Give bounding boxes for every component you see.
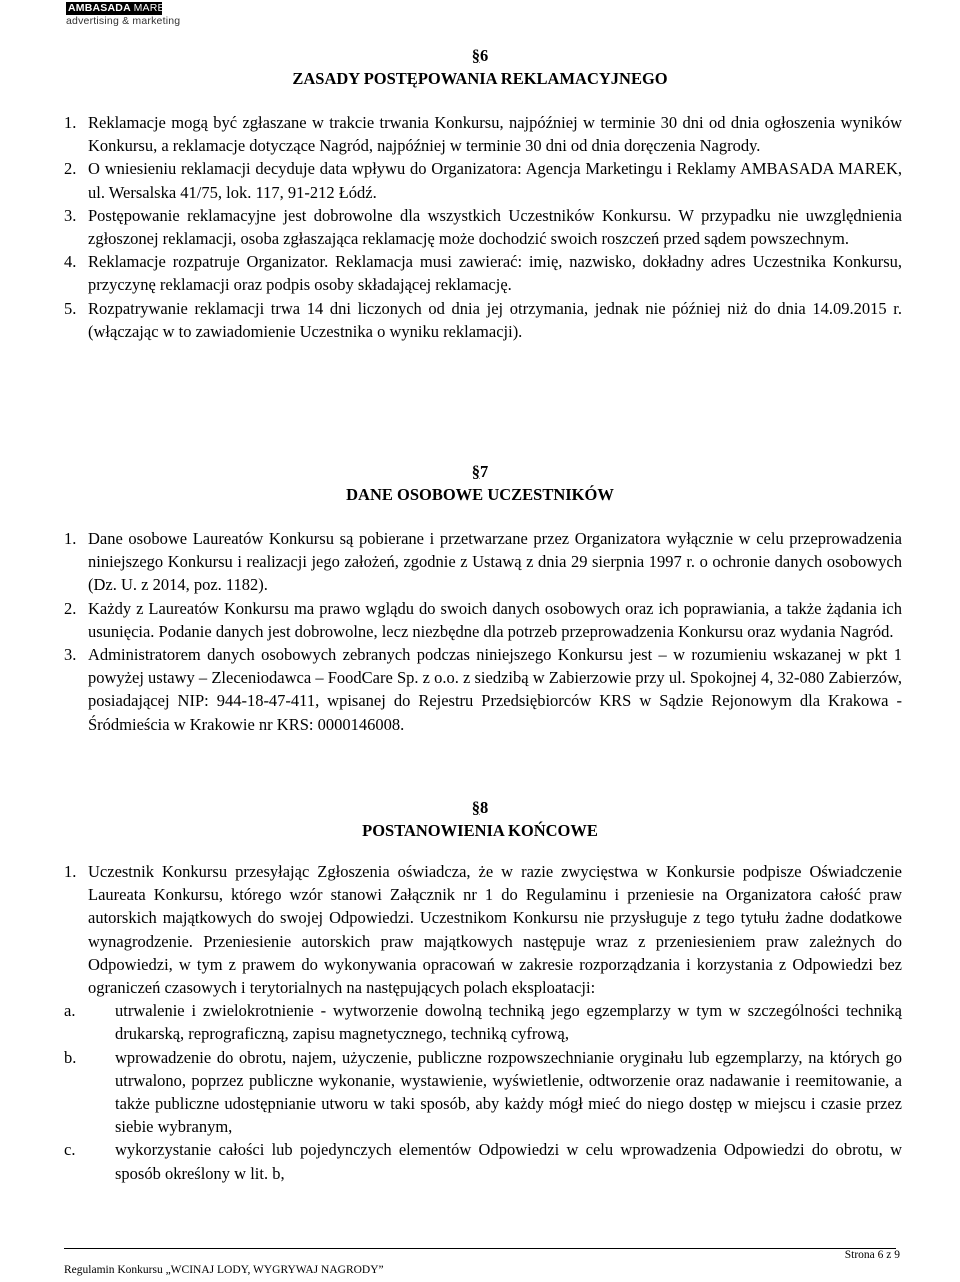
- item-text: Uczestnik Konkursu przesyłając Zgłoszenia oświadcza, że w razie zwycięstwa w Konkursie podpisze Oświadczenie Laureata Konkursu, którego wzór stanowi Załącznik nr 1 do Regulaminu i przeniesie na Organizatora całość praw autorskich majątkowych do swojej Odpowiedzi. Uczestnikom Konkursu nie przysługuje z tego tytułu żadne dodatkowe wynagrodzenie. Przeniesienie autorskich praw majątkowych następuje wraz z przeniesieniem praw zależnych do Odpowiedzi, w tym z prawem do wykonywania opracowań w zakresie rozporządzania i korzystania z Odpowiedzi bez ograniczeń czasowych i terytorialnych na następujących polach eksploatacji:: [88, 862, 902, 998]
- section-7-item-3: [64, 643, 902, 736]
- section-8-number: [0, 796, 960, 819]
- section-6-number-text: 6: [480, 46, 489, 65]
- section-6-item-1: [64, 111, 902, 157]
- section-7-item-2: [64, 597, 902, 643]
- subitem-letter: a.: [64, 1001, 76, 1021]
- section-8-subitem-b: [64, 1046, 902, 1139]
- section-8-item-1: [64, 860, 902, 1185]
- section-8-number-text: 8: [480, 798, 489, 817]
- section-6-title: ZASADY POSTĘPOWANIA REKLAMACYJNEGO: [292, 69, 668, 88]
- subitem-text: utrwalenie i zwielokrotnienie - wytworzenie dowolną techniką jego egzemplarzy w tym w szczególności techniką drukarską, reprograficzną, zapisu magnetycznego, techniką cyfrową,: [115, 1001, 902, 1044]
- section-6-item-5: [64, 297, 902, 343]
- section-8-list: [64, 860, 902, 1185]
- item-number: 2.: [64, 159, 77, 179]
- item-number: 1.: [64, 113, 77, 132]
- item-text: Każdy z Laureatów Konkursu ma prawo wglądu do swoich danych osobowych oraz ich poprawiania, a także żądania ich usunięcia. Podanie danych jest dobrowolne, lecz niezbędne dla potrzeb przeprowadzenia Konkursu oraz wydania Nagród.: [88, 598, 902, 641]
- subitem-letter: c.: [64, 1140, 76, 1160]
- item-text: O wniesieniu reklamacji decyduje data wpływu do Organizatora: Agencja Marketingu i Reklamy AMBASADA MAREK, ul. Wersalska 41/75, lok. 117, 91-212 Łódź.: [88, 159, 902, 202]
- section-7-header: [0, 460, 960, 506]
- section-7-title: DANE OSOBOWE UCZESTNIKÓW: [346, 485, 614, 504]
- item-text: Postępowanie reklamacyjne jest dobrowolne dla wszystkich Uczestników Konkursu. W przypadku nie uwzględnienia zgłoszonej reklamacji, osoba zgłaszająca reklamację może dochodzić swoich roszczeń przed sądem powszechnym.: [88, 205, 902, 249]
- section-8-header: [0, 796, 960, 842]
- logo-brand: [66, 2, 172, 15]
- section-7-list: [64, 527, 902, 736]
- subitem-text: wprowadzenie do obrotu, najem, użyczenie, publiczne rozpowszechnianie oryginału lub egzemplarzy, na których go utrwalono, poprzez publiczne wykonanie, wystawienie, wyświetlenie, odtworzenie oraz nadawanie i reemitowanie, a także publiczne udostępnianie utworu w taki sposób, aby każdy mógł mieć do niego dostęp w miejscu i czasie przez siebie wybranym,: [115, 1047, 902, 1137]
- item-number: 2.: [64, 598, 77, 618]
- item-number: 1.: [64, 529, 77, 548]
- company-logo: [66, 2, 181, 40]
- section-7-number: [0, 460, 960, 483]
- item-text: Administratorem danych osobowych zebranych podczas niniejszego Konkursu jest – w rozumieniu wskazanej w pkt 1 powyżej ustawy – Zleceniodawca – FoodCare Sp. z o.o. z siedzibą w Zabierzowie przy ul. Spokojnej 4, 32-080 Zabierzów, posiadającej NIP: 944-18-47-411, wpisanej do Rejestru Przedsiębiorców KRS w Sądzie Rejonowym dla Krakowa - Śródmieścia w Krakowie nr KRS: 0000146008.: [88, 645, 902, 734]
- subitem-letter: b.: [64, 1047, 77, 1067]
- item-text: Dane osobowe Laureatów Konkursu są pobierane i przetwarzane przez Organizatora wyłącznie w celu przeprowadzenia niniejszego Konkursu i realizacji jego założeń, zgodnie z Ustawą z dnia 29 sierpnia 1997 r. o ochronie danych osobowych (Dz. U. z 2014, poz. 1182).: [88, 529, 902, 595]
- item-number: 3.: [64, 645, 77, 665]
- section-7-item-1: [64, 527, 902, 597]
- item-number: 1.: [64, 862, 77, 881]
- item-number: 4.: [64, 252, 77, 272]
- section-6-item-4: [64, 250, 902, 296]
- section-6-item-3: [64, 204, 902, 250]
- footer-divider: [64, 1248, 896, 1249]
- item-text: Reklamacje mogą być zgłaszane w trakcie trwania Konkursu, najpóźniej w terminie 30 dni od dnia ogłoszenia wyników Konkursu, a reklamacje dotyczące Nagród, najpóźniej w terminie 30 dni od dnia doręczenia Nagrody.: [88, 113, 902, 156]
- section-8-subitem-c: [64, 1138, 902, 1184]
- section-6-number: [0, 44, 960, 67]
- footer-title: Regulamin Konkursu „WCINAJ LODY, WYGRYWAJ NAGRODY”: [64, 1264, 384, 1276]
- section-7-symbol: §: [471, 462, 480, 481]
- section-6-header: [0, 44, 960, 90]
- logo-tagline: advertising & marketing: [66, 15, 181, 27]
- section-6-list: [64, 111, 902, 343]
- item-number: 5.: [64, 298, 77, 318]
- item-number: 3.: [64, 205, 77, 225]
- section-8-subitem-a: [64, 999, 902, 1045]
- item-text: Rozpatrywanie reklamacji trwa 14 dni liczonych od dnia jej otrzymania, jednak nie później niż do dnia 14.09.2015 r. (włączając w to zawiadomienie Uczestnika o wyniku reklamacji).: [88, 298, 902, 341]
- section-8-symbol: §: [471, 798, 480, 817]
- section-6-item-2: [64, 157, 902, 203]
- section-8-title: POSTANOWIENIA KOŃCOWE: [362, 821, 598, 840]
- section-7-number-text: 7: [480, 462, 489, 481]
- subitem-text: wykorzystanie całości lub pojedynczych elementów Odpowiedzi w celu wprowadzenia Odpowiedzi do obrotu, w sposób określony w lit. b,: [115, 1140, 902, 1183]
- logo-brand-thin: MAREK: [133, 2, 172, 14]
- section-6-symbol: §: [471, 46, 480, 65]
- logo-brand-bold: AMBASADA: [68, 2, 131, 14]
- page-number: Strona 6 z 9: [844, 1249, 900, 1261]
- section-8-sublist: [64, 999, 902, 1185]
- item-text: Reklamacje rozpatruje Organizator. Reklamacja musi zawierać: imię, nazwisko, dokładny adres Uczestnika Konkursu, przyczynę reklamacji oraz podpis osoby składającej reklamację.: [88, 252, 902, 295]
